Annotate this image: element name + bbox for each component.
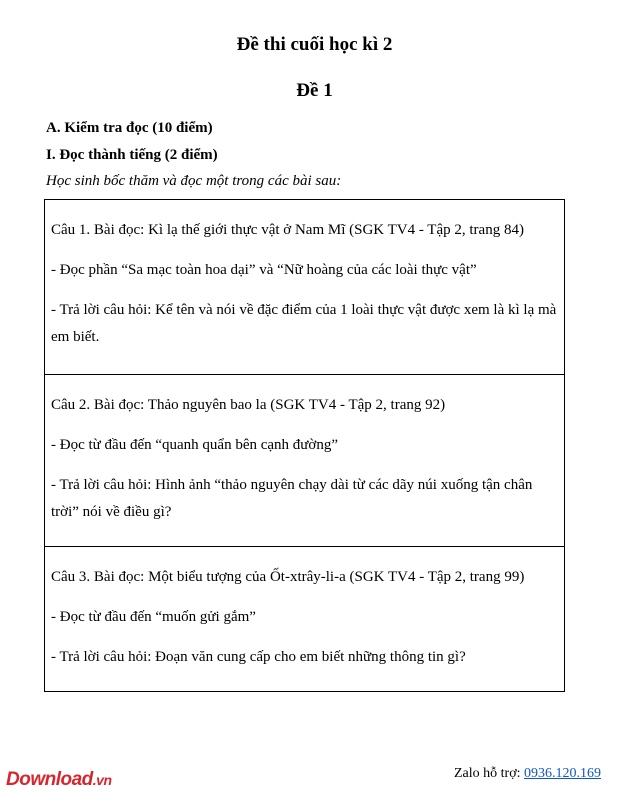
page-title: Đề thi cuối học kì 2 [236,34,393,55]
exam-number-title: Đề 1 [296,80,333,101]
question-read-part: - Đọc phần “Sa mạc toàn hoa dại” và “Nữ hoàng của các loài thực vật” [51,262,477,278]
section-a-heading: A. Kiểm tra đọc (10 điểm) [46,120,213,136]
question-read-part: - Đọc từ đầu đến “muốn gửi gắm” [51,609,256,625]
question-read-part: - Đọc từ đầu đến “quanh quẩn bên cạnh đường” [51,437,339,453]
question-answer-prompt: - Trả lời câu hỏi: Hình ảnh “thảo nguyên chạy dài từ các dãy núi xuống tận chân trời” nói về điều gì? [51,477,533,520]
question-cell [45,546,564,691]
logo-suffix-text: .vn [92,772,112,788]
question-title: Câu 2. Bài đọc: Thảo nguyên bao la (SGK TV4 - Tập 2, trang 92) [51,397,446,413]
zalo-support [454,766,601,782]
section-i-heading: I. Đọc thành tiếng (2 điểm) [46,147,218,163]
zalo-label: Zalo hỗ trợ: [454,766,524,781]
instruction-text: Học sinh bốc thăm và đọc một trong các bài sau: [46,173,342,189]
question-answer-prompt: - Trả lời câu hỏi: Đoạn văn cung cấp cho em biết những thông tin gì? [51,649,466,665]
question-title: Câu 3. Bài đọc: Một biểu tượng của Ốt-xtrây-li-a (SGK TV4 - Tập 2, trang 99) [51,569,525,585]
question-cell [45,374,564,546]
question-cell [45,200,564,374]
question-table [44,199,565,692]
question-title: Câu 1. Bài đọc: Kì lạ thế giới thực vật ở Nam Mĩ (SGK TV4 - Tập 2, trang 84) [51,222,524,238]
logo-main-text: Download [6,769,93,790]
zalo-phone-link[interactable]: 0936.120.169 [524,766,601,781]
question-answer-prompt: - Trả lời câu hỏi: Kể tên và nói về đặc điểm của 1 loài thực vật được xem là kì lạ mà em biết. [51,302,557,345]
download-vn-logo[interactable] [6,769,112,791]
